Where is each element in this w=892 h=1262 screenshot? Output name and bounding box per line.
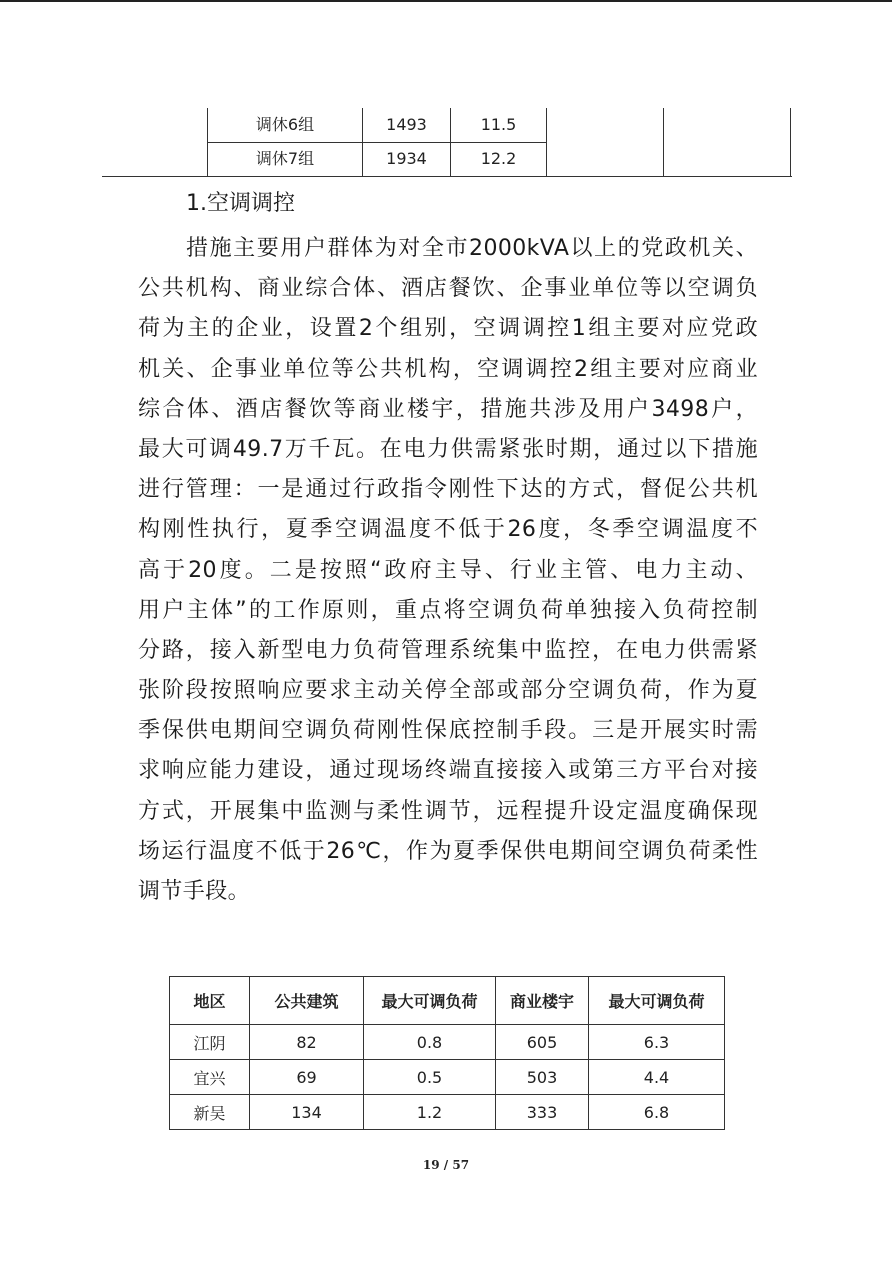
paragraph-line: 公共机构、商业综合体、酒店餐饮、企事业单位等以空调负 [138, 276, 758, 302]
table-cell-load: 12.2 [480, 149, 517, 168]
paragraph-line: 荷为主的企业，设置2个组别，空调调控1组主要对应党政 [138, 316, 758, 342]
paragraph-line: 方式，开展集中监测与柔性调节，远程提升设定温度确保现 [138, 798, 758, 824]
column-header: 公共建筑 [250, 977, 364, 1025]
table-cell: 6.8 [589, 1095, 725, 1130]
table-header-row [170, 977, 725, 1025]
section-heading: 1.空调调控 [186, 191, 295, 216]
table-cell: 82 [250, 1025, 364, 1060]
column-header: 最大可调负荷 [589, 977, 725, 1025]
paragraph-line: 求响应能力建设，通过现场终端直接接入或第三方平台对接 [138, 758, 758, 784]
column-header: 商业楼宇 [496, 977, 589, 1025]
table-cell: 0.5 [364, 1060, 496, 1095]
table-cell: 605 [496, 1025, 589, 1060]
table-row [170, 1060, 725, 1095]
table-cell-group: 调休6组 [255, 115, 315, 134]
paragraph-line: 季保供电期间空调负荷刚性保底控制手段。三是开展实时需 [138, 718, 758, 744]
column-header: 最大可调负荷 [364, 977, 496, 1025]
column-header: 地区 [170, 977, 250, 1025]
paragraph-line: 综合体、酒店餐饮等商业楼宇，措施共涉及用户3498户， [138, 396, 758, 422]
table-cell-users: 1493 [386, 115, 427, 134]
paragraph-line: 场运行温度不低于26℃，作为夏季保供电期间空调负荷柔性 [138, 838, 758, 864]
paragraph-line: 高于20度。二是按照“政府主导、行业主管、电力主动、 [138, 557, 758, 583]
table-cell-load: 11.5 [480, 115, 517, 134]
table-cell: 4.4 [589, 1060, 725, 1095]
paragraph-line: 构刚性执行，夏季空调温度不低于26度，冬季空调温度不 [138, 517, 758, 543]
table-row [170, 1025, 725, 1060]
top-rule [0, 0, 892, 2]
paragraph-line: 机关、企事业单位等公共机构，空调调控2组主要对应商业 [138, 356, 758, 382]
page-number: 19 / 57 [422, 1158, 470, 1172]
paragraph-line: 措施主要用户群体为对全市2000kVA以上的党政机关、 [186, 236, 758, 261]
table-cell-users: 1934 [386, 149, 427, 168]
table-cell: 1.2 [364, 1095, 496, 1130]
table-cell: 69 [250, 1060, 364, 1095]
paragraph-line: 调节手段。 [138, 879, 251, 904]
body-paragraph [138, 229, 758, 912]
table-cell: 新吴 [170, 1095, 250, 1130]
paragraph-line: 最大可调49.7万千瓦。在电力供需紧张时期，通过以下措施 [138, 436, 758, 462]
paragraph-line: 分路，接入新型电力负荷管理系统集中监控，在电力供需紧 [138, 637, 758, 663]
table-cell-group: 调休7组 [255, 149, 315, 168]
paragraph-line: 用户主体”的工作原则，重点将空调负荷单独接入负荷控制 [138, 597, 758, 623]
paragraph-line: 张阶段按照响应要求主动关停全部或部分空调负荷，作为夏 [138, 678, 758, 704]
table-cell: 333 [496, 1095, 589, 1130]
table-cell: 江阴 [170, 1025, 250, 1060]
region-load-table [169, 976, 725, 1130]
table-cell: 503 [496, 1060, 589, 1095]
paragraph-line: 进行管理：一是通过行政指令刚性下达的方式，督促公共机 [138, 477, 758, 503]
table-cell: 134 [250, 1095, 364, 1130]
table-cell: 0.8 [364, 1025, 496, 1060]
table-cell: 宜兴 [170, 1060, 250, 1095]
top-table [102, 108, 792, 178]
table-row [170, 1095, 725, 1130]
table-cell: 6.3 [589, 1025, 725, 1060]
